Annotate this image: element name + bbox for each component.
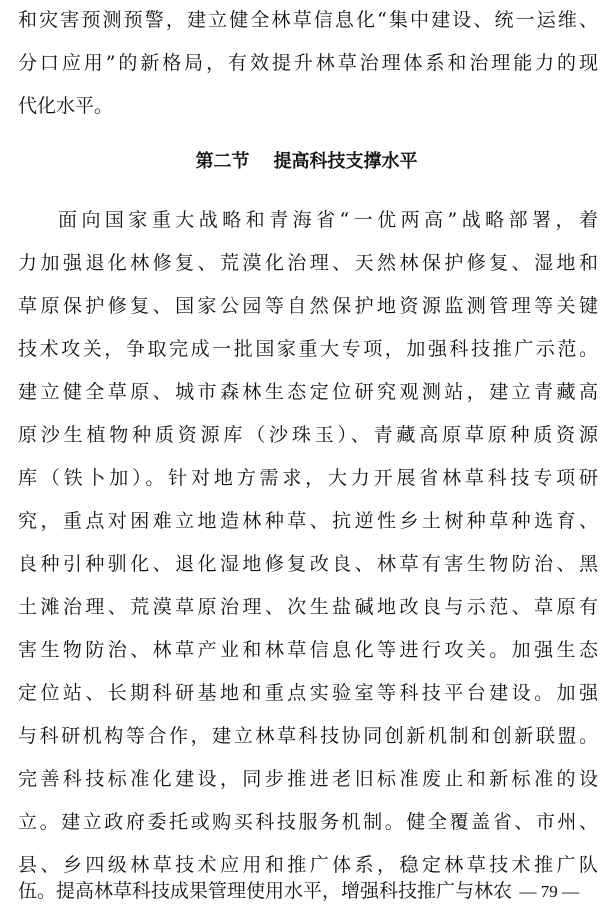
paragraph-line: 伍。提高林草科技成果管理使用水平，增强科技推广与林农 [18,880,513,902]
paragraph-line: 分口应用”的新格局，有效提升林草治理体系和治理能力的现 [18,52,598,74]
paragraph-line: 害生物防治、林草产业和林草信息化等进行攻关。加强生态 [18,639,598,661]
paragraph-line: 面向国家重大战略和青海省“一优两高”战略部署，着 [58,209,598,231]
section-heading [0,150,613,174]
section-number: 第二节 [195,151,250,172]
paragraph-line: 究，重点对困难立地造林种草、抗逆性乡土树种草种选育、 [18,510,598,532]
section-title: 提高科技支撑水平 [273,151,418,172]
paragraph-line: 原沙生植物种质资源库（沙珠玉）、青藏高原草原种质资源 [18,424,598,446]
paragraph-line: 技术攻关，争取完成一批国家重大专项，加强科技推广示范。 [18,338,598,360]
paragraph-line: 建立健全草原、城市森林生态定位研究观测站，建立青藏高 [18,381,598,403]
paragraph-line: 库（铁卜加）。针对地方需求，大力开展省林草科技专项研 [18,467,598,489]
paragraph-line: 土滩治理、荒漠草原治理、次生盐碱地改良与示范、草原有 [18,596,598,618]
paragraph-line: 代化水平。 [18,95,114,117]
paragraph-line: 立。建立政府委托或购买科技服务机制。健全覆盖省、市州、 [18,811,598,833]
paragraph-line: 完善科技标准化建设，同步推进老旧标准废止和新标准的设 [18,768,598,790]
paragraph-line: 草原保护修复、国家公园等自然保护地资源监测管理等关键 [18,295,598,317]
paragraph-line: 定位站、长期科研基地和重点实验室等科技平台建设。加强 [18,682,598,704]
paragraph-line: 力加强退化林修复、荒漠化治理、天然林保护修复、湿地和 [18,252,598,274]
paragraph-line: 县、乡四级林草技术应用和推广体系，稳定林草技术推广队 [18,854,598,876]
paragraph-line: 与科研机构等合作，建立林草科技协同创新机制和创新联盟。 [18,725,598,747]
paragraph-line: 和灾害预测预警，建立健全林草信息化“集中建设、统一运维、 [18,9,598,31]
paragraph-line: 良种引种驯化、退化湿地修复改良、林草有害生物防治、黑 [18,553,598,575]
page-number: — 79 — [519,882,579,901]
